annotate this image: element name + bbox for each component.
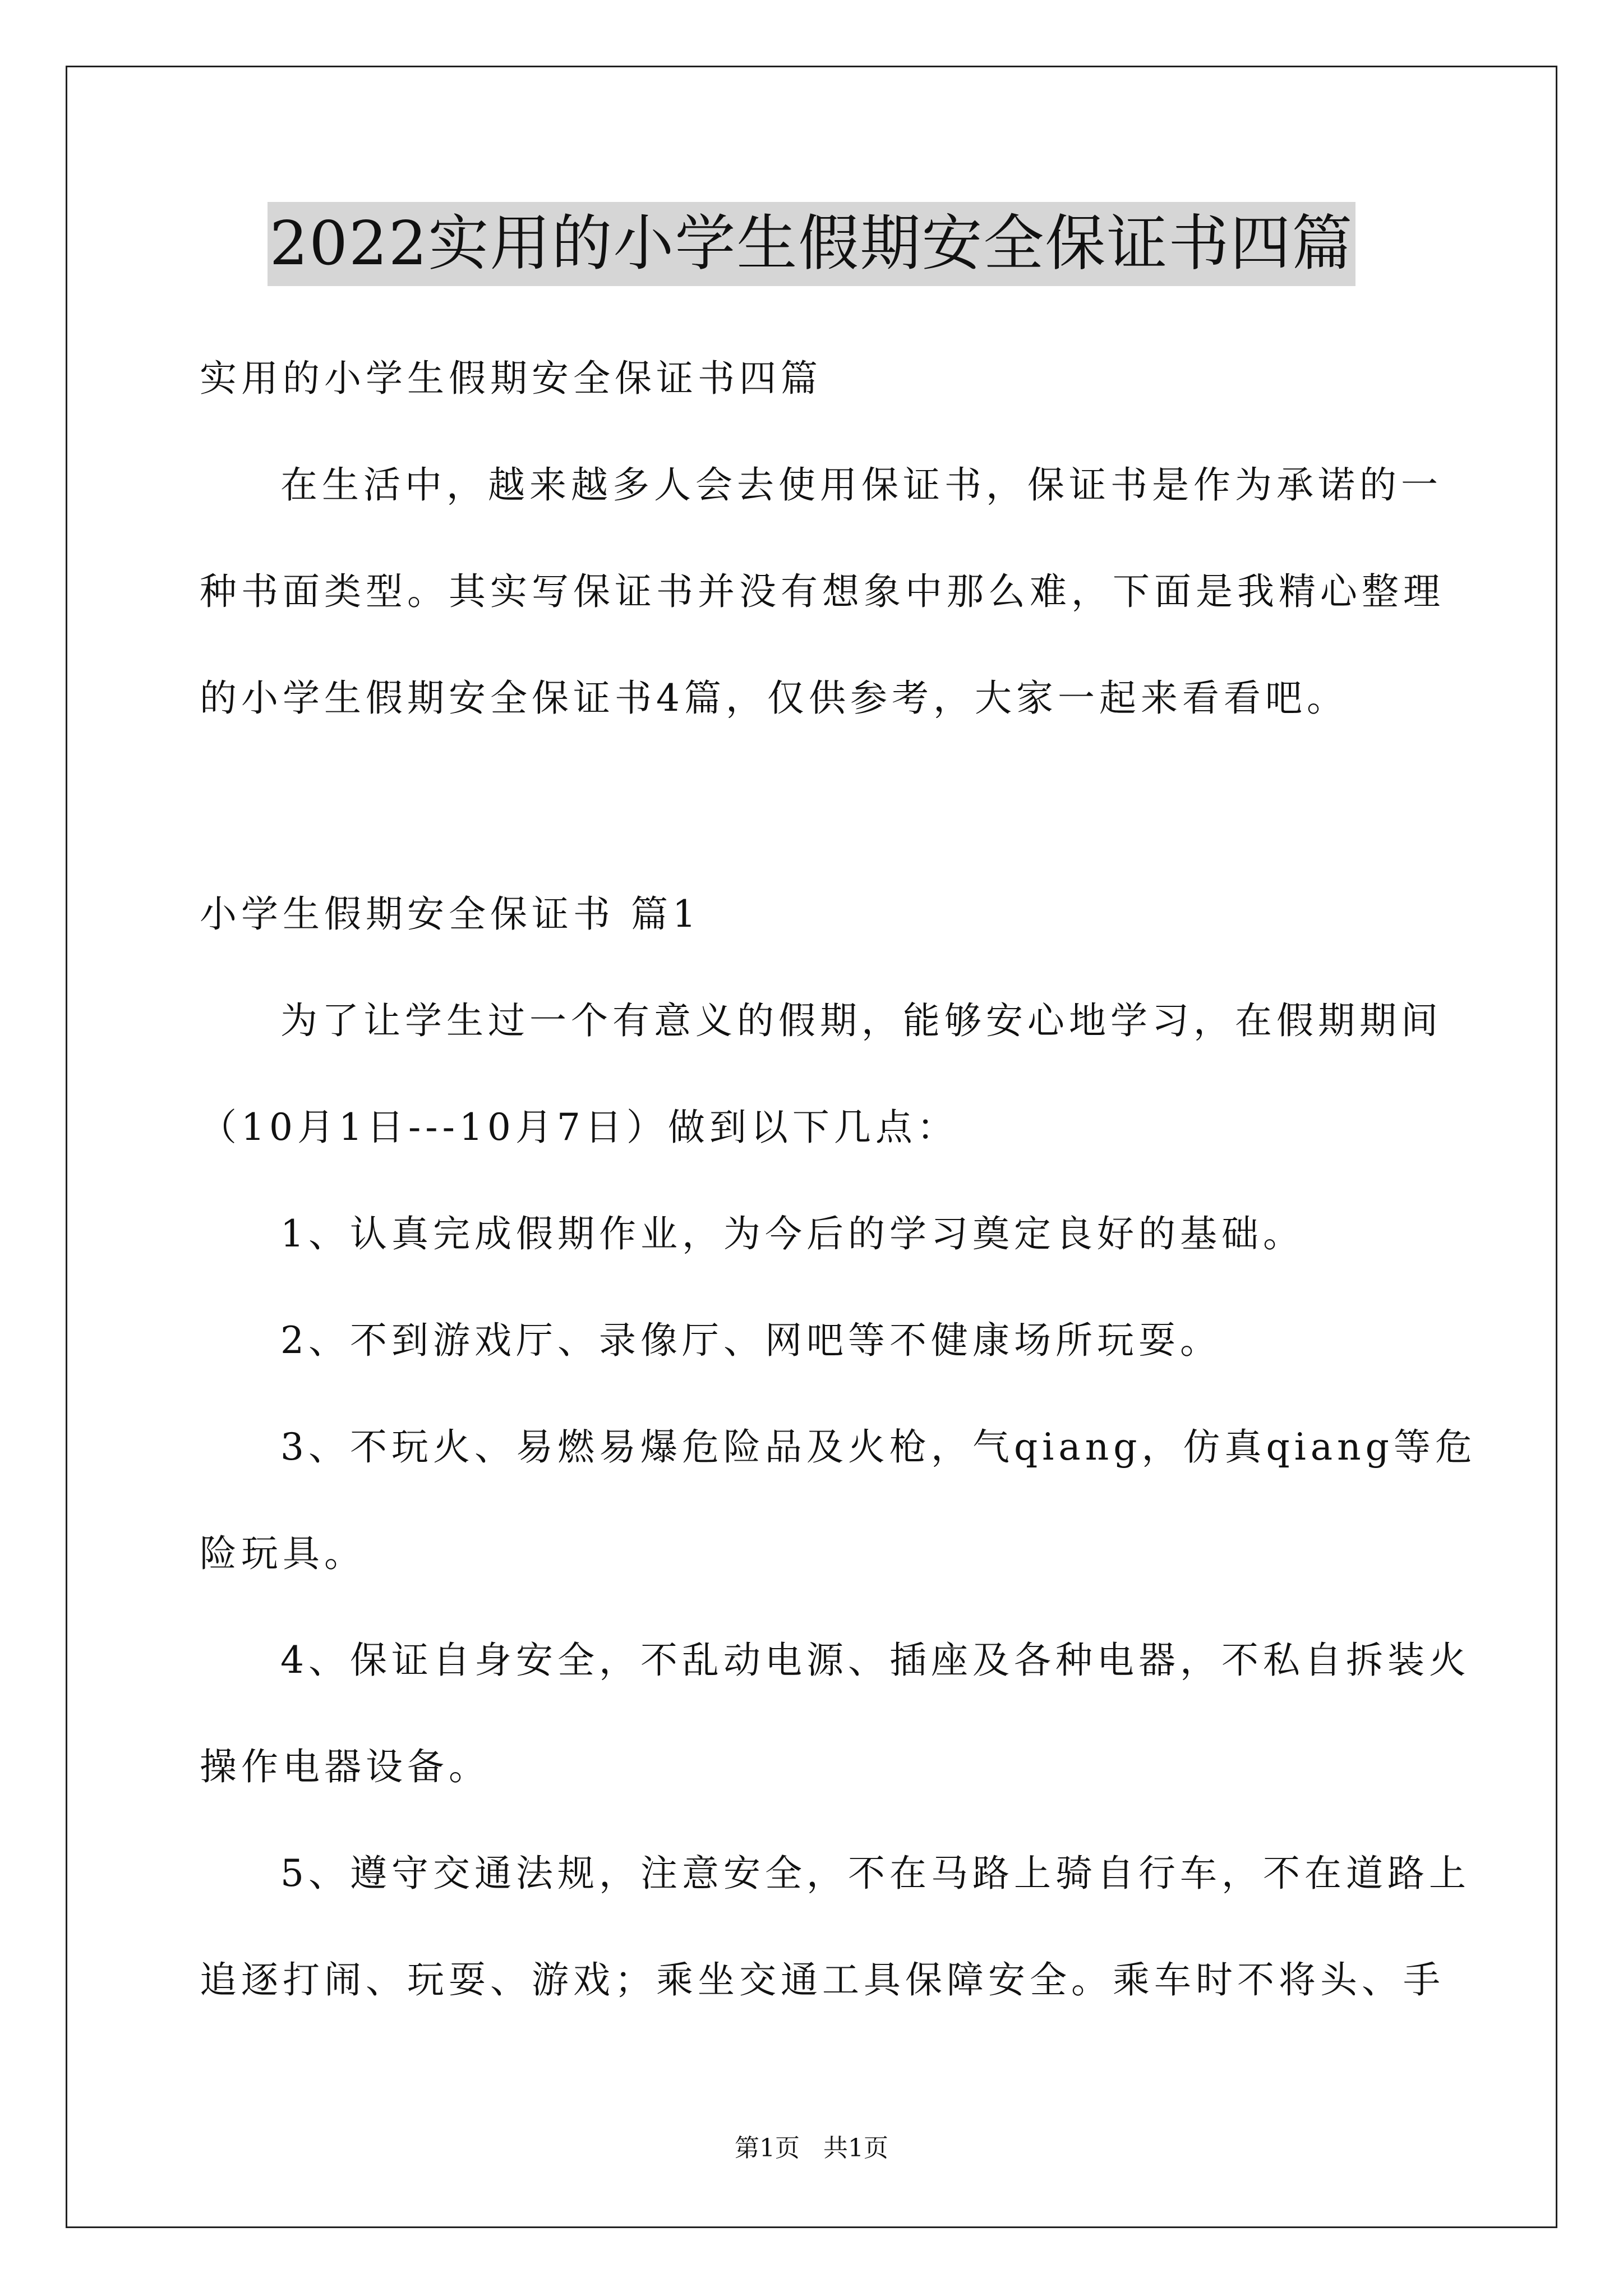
intro-line-3: 的小学生假期安全保证书4篇，仅供参考，大家一起来看看吧。 <box>200 677 1348 720</box>
item-5-line-1: 5、遵守交通法规，注意安全，不在马路上骑自行车，不在道路上 <box>280 1852 1470 1895</box>
page-footer: 第1页 共1页 <box>735 2134 888 2162</box>
document-title: 2022实用的小学生假期安全保证书四篇 <box>268 202 1356 286</box>
item-3-line-1: 3、不玩火、易燃易爆危险品及火枪，气qiang，仿真qiang等危 <box>280 1425 1477 1469</box>
item-3-line-2: 险玩具。 <box>200 1532 366 1575</box>
item-2-line-1: 2、不到游戏厅、录像厅、网吧等不健康场所玩耍。 <box>280 1319 1221 1362</box>
section1-heading: 小学生假期安全保证书 篇1 <box>200 892 700 936</box>
section1-lead-line-2: （10月1日---10月7日）做到以下几点： <box>200 1106 958 1149</box>
item-4-line-2: 操作电器设备。 <box>200 1745 490 1788</box>
item-1-line-1: 1、认真完成假期作业，为今后的学习奠定良好的基础。 <box>280 1212 1304 1255</box>
intro-line-1: 在生活中，越来越多人会去使用保证书，保证书是作为承诺的一 <box>280 463 1442 507</box>
item-4-line-1: 4、保证自身安全，不乱动电源、插座及各种电器，不私自拆装火 <box>280 1639 1470 1682</box>
item-5-line-2: 追逐打闹、玩耍、游戏；乘坐交通工具保障安全。乘车时不将头、手 <box>200 1958 1445 2001</box>
intro-line-2: 种书面类型。其实写保证书并没有想象中那么难，下面是我精心整理 <box>200 570 1445 613</box>
document-subtitle: 实用的小学生假期安全保证书四篇 <box>200 357 822 400</box>
title-container <box>0 202 1623 286</box>
section1-lead-line-1: 为了让学生过一个有意义的假期，能够安心地学习，在假期期间 <box>280 999 1442 1042</box>
